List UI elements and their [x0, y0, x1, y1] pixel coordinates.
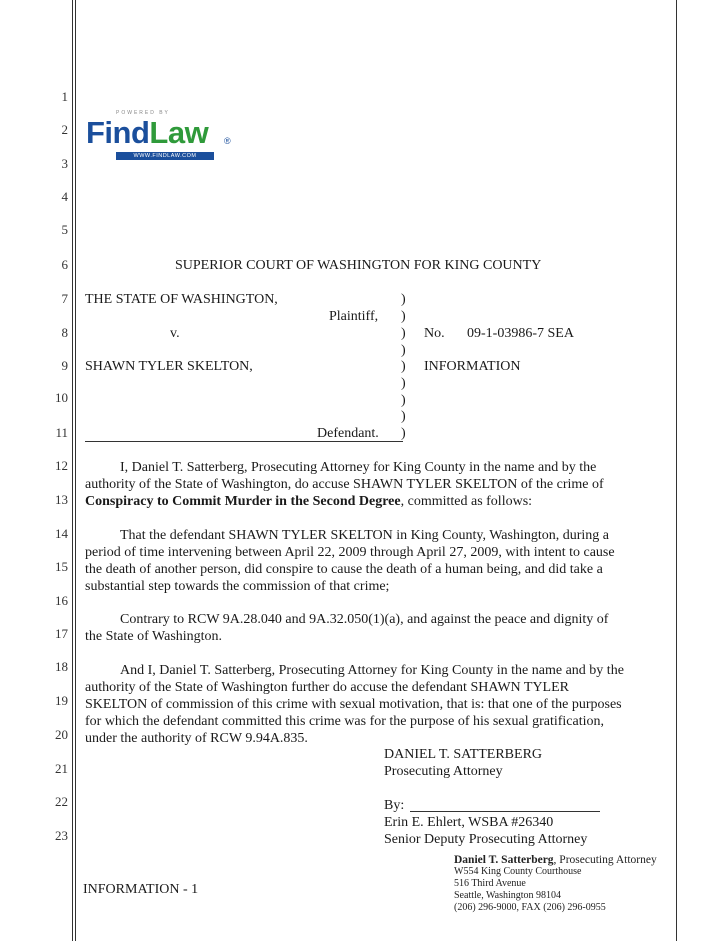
paragraph-2-line-3: the death of another person, did conspire to cause the death of a human being, and did take a	[85, 562, 603, 577]
line-number: 18	[55, 659, 68, 674]
office-address-2: 516 Third Avenue	[454, 878, 526, 889]
line-number: 16	[55, 593, 68, 608]
line-number: 17	[55, 626, 68, 641]
line-number: 5	[61, 222, 68, 237]
caption-paren: )	[401, 426, 406, 441]
footer-document-label: INFORMATION - 1	[83, 882, 199, 897]
signature-line	[410, 811, 600, 812]
line-number: 10	[55, 390, 68, 405]
paragraph-2-line-1: That the defendant SHAWN TYLER SKELTON in King County, Washington, during a	[120, 528, 610, 543]
caption-paren: )	[401, 343, 406, 358]
paragraph-1-line-2: authority of the State of Washington, do accuse SHAWN TYLER SKELTON of the crime of	[85, 477, 604, 492]
office-address-1: W554 King County Courthouse	[454, 866, 582, 877]
paragraph-4-line-3: SKELTON of commission of this crime with sexual motivation, that is: that one of the purposes	[85, 697, 622, 712]
logo-url: WWW.FINDLAW.COM	[116, 152, 214, 160]
logo-wordmark	[86, 116, 208, 150]
line-number: 21	[55, 761, 68, 776]
case-number: 09-1-03986-7 SEA	[467, 326, 574, 341]
line-number: 8	[61, 325, 68, 340]
logo-find: Find	[86, 115, 150, 150]
paragraph-1-line-3	[85, 493, 532, 510]
caption-paren: )	[401, 409, 406, 424]
document-type: INFORMATION	[424, 359, 521, 374]
office-heading	[454, 854, 657, 866]
paragraph-3-line-2: the State of Washington.	[85, 629, 223, 644]
line-number: 20	[55, 727, 68, 742]
findlaw-logo	[86, 110, 246, 164]
line-number: 9	[61, 358, 68, 373]
caption-underline	[85, 441, 403, 442]
case-number-label: No.	[424, 326, 445, 341]
crime-name: Conspiracy to Commit Murder in the Second Degree	[85, 494, 401, 509]
paragraph-4-line-5: under the authority of RCW 9.94A.835.	[85, 731, 308, 746]
caption-paren: )	[401, 309, 406, 324]
deputy-title: Senior Deputy Prosecuting Attorney	[384, 832, 588, 847]
line-number: 3	[61, 156, 68, 171]
caption-paren: )	[401, 359, 406, 374]
logo-law: Law	[149, 115, 209, 150]
line-number: 22	[55, 794, 68, 809]
line-number: 19	[55, 693, 68, 708]
line-number: 12	[55, 458, 68, 473]
paragraph-4-line-4: for which the defendant committed this crime was for the purpose of his sexual gratification,	[85, 714, 605, 729]
line-number: 11	[55, 425, 68, 440]
line-number: 14	[55, 526, 68, 541]
office-phone: (206) 296-9000, FAX (206) 296-0955	[454, 902, 606, 913]
defendant-name: SHAWN TYLER SKELTON,	[85, 359, 253, 374]
office-title: , Prosecuting Attorney	[553, 854, 657, 866]
by-label: By:	[384, 798, 405, 813]
line-number: 6	[61, 257, 68, 272]
paragraph-4-line-2: authority of the State of Washington further do accuse the defendant SHAWN TYLER	[85, 680, 569, 695]
court-title: SUPERIOR COURT OF WASHINGTON FOR KING COUNTY	[175, 258, 542, 273]
office-name: Daniel T. Satterberg	[454, 854, 554, 866]
plaintiff-role: Plaintiff,	[329, 309, 379, 324]
paragraph-3-line-1: Contrary to RCW 9A.28.040 and 9A.32.050(1)(a), and against the peace and dignity of	[120, 612, 609, 627]
line-number: 1	[61, 89, 68, 104]
left-margin-rule-outer	[72, 0, 73, 941]
caption-paren: )	[401, 393, 406, 408]
line-number: 13	[55, 492, 68, 507]
line-number: 4	[61, 189, 68, 204]
deputy-name: Erin E. Ehlert, WSBA #26340	[384, 815, 554, 830]
caption-paren: )	[401, 376, 406, 391]
logo-registered-mark: ®	[224, 136, 231, 146]
prosecutor-title: Prosecuting Attorney	[384, 764, 503, 779]
caption-paren: )	[401, 292, 406, 307]
paragraph-4-line-1: And I, Daniel T. Satterberg, Prosecuting Attorney for King County in the name and by the	[120, 663, 624, 678]
office-address-3: Seattle, Washington 98104	[454, 890, 562, 901]
line-number: 2	[61, 122, 68, 137]
prosecutor-office-block	[454, 854, 657, 914]
left-margin-rule-inner	[75, 0, 76, 941]
crime-suffix: , committed as follows:	[400, 494, 533, 509]
line-number: 23	[55, 828, 68, 843]
line-number: 15	[55, 559, 68, 574]
line-number: 7	[61, 291, 68, 306]
versus: v.	[170, 326, 180, 341]
defendant-role: Defendant.	[317, 426, 379, 441]
plaintiff-name: THE STATE OF WASHINGTON,	[85, 292, 278, 307]
logo-powered-by: POWERED BY	[116, 110, 170, 116]
paragraph-2-line-2: period of time intervening between April 22, 2009 through April 27, 2009, with intent to cause	[85, 545, 615, 560]
caption-paren: )	[401, 326, 406, 341]
right-margin-rule	[676, 0, 677, 941]
paragraph-2-line-4: substantial step towards the commission of that crime;	[85, 579, 390, 594]
prosecutor-name: DANIEL T. SATTERBERG	[384, 747, 543, 762]
paragraph-1-line-1: I, Daniel T. Satterberg, Prosecuting Attorney for King County in the name and by the	[120, 460, 597, 475]
